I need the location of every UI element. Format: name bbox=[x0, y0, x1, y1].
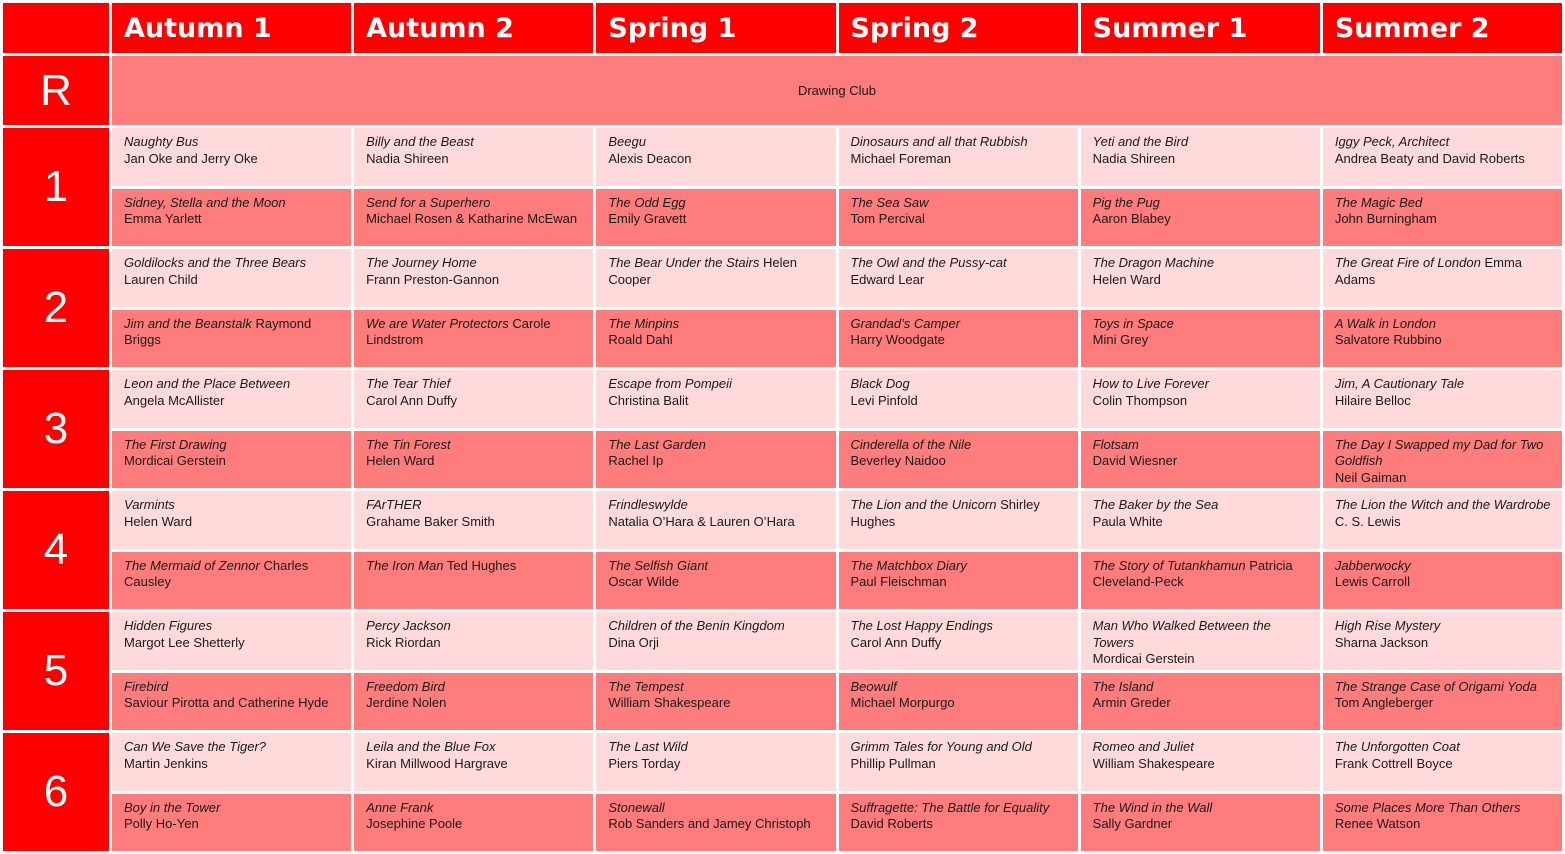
book-author: Lauren Child bbox=[124, 271, 198, 287]
book-title: Leon and the Place Between bbox=[124, 376, 291, 391]
book-cell bbox=[354, 431, 593, 489]
book-title: Hidden Figures bbox=[124, 618, 213, 633]
year-label-reception: R bbox=[3, 56, 109, 125]
book-cell bbox=[839, 794, 1078, 852]
book-author: Salvatore Rubbino bbox=[1334, 332, 1442, 347]
book-author: Phillip Pullman bbox=[850, 755, 936, 771]
book-cell bbox=[839, 310, 1078, 368]
book-author: Rachel Ip bbox=[608, 453, 664, 468]
book-cell bbox=[1081, 249, 1320, 307]
book-cell bbox=[354, 673, 593, 731]
book-title: The Last Garden bbox=[608, 436, 706, 452]
book-title: Anne Frank bbox=[366, 799, 434, 815]
book-author: Oscar Wilde bbox=[608, 574, 680, 589]
book-title: The Tear Thief bbox=[366, 376, 451, 391]
book-cell bbox=[112, 552, 351, 610]
book-title: The Odd Egg bbox=[608, 194, 686, 210]
book-title: The Tin Forest bbox=[366, 436, 451, 452]
book-author: Jerdine Nolen bbox=[366, 695, 447, 710]
book-author: Martin Jenkins bbox=[124, 755, 208, 771]
book-author: Sharna Jackson bbox=[1334, 634, 1429, 650]
year-label: 2 bbox=[3, 249, 109, 367]
book-cell bbox=[596, 673, 835, 731]
book-author: Emily Gravett bbox=[608, 211, 687, 226]
book-author: Frank Cottrell Boyce bbox=[1334, 755, 1453, 771]
book-cell bbox=[1323, 370, 1562, 428]
book-title: The Story of Tutankhamun bbox=[1092, 557, 1246, 573]
book-author: Armin Greder bbox=[1092, 695, 1171, 710]
book-title: The Sea Saw bbox=[850, 194, 929, 210]
book-title: FArTHER bbox=[366, 497, 422, 512]
book-cell bbox=[112, 370, 351, 428]
book-author: Emma Adams bbox=[1334, 255, 1522, 287]
book-cell bbox=[112, 794, 351, 852]
book-cell bbox=[596, 491, 835, 549]
book-title: Toys in Space bbox=[1092, 315, 1174, 331]
book-author: Tom Percival bbox=[850, 211, 925, 226]
book-cell bbox=[596, 733, 835, 791]
book-title: Flotsam bbox=[1092, 436, 1139, 452]
book-cell bbox=[839, 673, 1078, 731]
book-author: Sally Gardner bbox=[1092, 816, 1173, 831]
book-cell bbox=[1081, 431, 1320, 489]
book-title: The Lion and the Unicorn bbox=[850, 497, 997, 512]
header-corner bbox=[3, 3, 109, 53]
book-title: Billy and the Beast bbox=[366, 134, 474, 149]
book-author: C. S. Lewis bbox=[1334, 513, 1401, 529]
book-cell bbox=[1323, 673, 1562, 731]
book-author: Josephine Poole bbox=[366, 816, 463, 831]
book-title: Jabberwocky bbox=[1334, 557, 1411, 573]
book-title: Grandad’s Camper bbox=[850, 315, 961, 331]
book-author: David Wiesner bbox=[1092, 453, 1178, 468]
book-cell bbox=[1081, 612, 1320, 670]
book-cell bbox=[1323, 310, 1562, 368]
book-cell bbox=[112, 249, 351, 307]
book-author: Paul Fleischman bbox=[850, 574, 947, 589]
book-cell bbox=[354, 249, 593, 307]
book-cell bbox=[1081, 189, 1320, 247]
book-cell bbox=[839, 431, 1078, 489]
book-title: Percy Jackson bbox=[366, 618, 451, 633]
year-label: 5 bbox=[3, 612, 109, 730]
book-author: Nadia Shireen bbox=[1092, 150, 1176, 166]
book-title: The Lost Happy Endings bbox=[850, 618, 993, 633]
book-title: Send for a Superhero bbox=[366, 194, 491, 210]
term-header: Summer 1 bbox=[1081, 3, 1320, 53]
book-author: Helen Ward bbox=[1092, 271, 1161, 287]
book-title: A Walk in London bbox=[1334, 315, 1437, 331]
book-author: Mordicai Gerstein bbox=[124, 453, 226, 468]
book-title: Beegu bbox=[608, 134, 646, 149]
book-cell bbox=[839, 370, 1078, 428]
book-cell bbox=[1081, 370, 1320, 428]
book-cell bbox=[354, 189, 593, 247]
book-author: Hilaire Belloc bbox=[1334, 392, 1411, 408]
book-author: Mordicai Gerstein bbox=[1092, 651, 1195, 666]
book-author: Polly Ho-Yen bbox=[124, 816, 199, 831]
book-author: Mini Grey bbox=[1092, 332, 1149, 347]
book-author: Tom Angleberger bbox=[1334, 695, 1434, 710]
book-cell bbox=[112, 733, 351, 791]
book-cell bbox=[596, 189, 835, 247]
book-author: Angela McAllister bbox=[124, 392, 225, 408]
book-title: Freedom Bird bbox=[366, 678, 445, 694]
term-header: Spring 2 bbox=[839, 3, 1078, 53]
book-title: Children of the Benin Kingdom bbox=[608, 618, 785, 633]
book-cell bbox=[1081, 733, 1320, 791]
term-header: Spring 1 bbox=[596, 3, 835, 53]
book-author: Kiran Millwood Hargrave bbox=[366, 755, 508, 771]
book-cell bbox=[839, 249, 1078, 307]
book-title: Yeti and the Bird bbox=[1092, 134, 1189, 149]
book-title: The Owl and the Pussy-cat bbox=[850, 255, 1007, 270]
book-author: Patricia Cleveland-Peck bbox=[1092, 557, 1293, 589]
book-title: Can We Save the Tiger? bbox=[124, 739, 266, 754]
book-cell bbox=[596, 249, 835, 307]
book-title: Firebird bbox=[124, 678, 169, 694]
book-title: Jim, A Cautionary Tale bbox=[1334, 376, 1465, 391]
book-cell bbox=[112, 189, 351, 247]
book-author: Saviour Pirotta and Catherine Hyde bbox=[124, 695, 329, 710]
book-title: The Last Wild bbox=[608, 739, 688, 754]
book-cell bbox=[1323, 733, 1562, 791]
book-author: Charles Causley bbox=[124, 557, 309, 589]
book-author: John Burningham bbox=[1334, 211, 1437, 226]
book-author: Carol Ann Duffy bbox=[850, 634, 942, 650]
book-author: David Roberts bbox=[850, 816, 933, 831]
book-cell bbox=[1323, 794, 1562, 852]
book-title: Goldilocks and the Three Bears bbox=[124, 255, 307, 270]
book-title: Cinderella of the Nile bbox=[850, 436, 972, 452]
book-title: Leila and the Blue Fox bbox=[366, 739, 496, 754]
book-author: Nadia Shireen bbox=[366, 150, 449, 166]
book-author: Christina Balit bbox=[608, 392, 689, 408]
book-title: Iggy Peck, Architect bbox=[1334, 134, 1450, 149]
book-author: Andrea Beaty and David Roberts bbox=[1334, 150, 1525, 166]
book-author: Jan Oke and Jerry Oke bbox=[124, 150, 258, 166]
book-cell bbox=[839, 612, 1078, 670]
book-cell bbox=[354, 733, 593, 791]
book-cell bbox=[354, 612, 593, 670]
book-cell bbox=[1081, 310, 1320, 368]
book-cell bbox=[1081, 491, 1320, 549]
book-author: Beverley Naidoo bbox=[850, 453, 946, 468]
book-title: The Great Fire of London bbox=[1334, 255, 1481, 270]
year-label: 3 bbox=[3, 370, 109, 488]
book-title: The Strange Case of Origami Yoda bbox=[1334, 678, 1537, 694]
book-author: Michael Foreman bbox=[850, 150, 951, 166]
reception-cell: Drawing Club bbox=[112, 56, 1562, 125]
book-author: Natalia O’Hara & Lauren O’Hara bbox=[608, 513, 795, 529]
book-cell bbox=[112, 431, 351, 489]
book-cell bbox=[1323, 249, 1562, 307]
book-title: The Day I Swapped my Dad for Two Goldfish bbox=[1334, 436, 1544, 468]
book-title: Boy in the Tower bbox=[124, 799, 221, 815]
book-author: Margot Lee Shetterly bbox=[124, 634, 245, 650]
year-label: 6 bbox=[3, 733, 109, 851]
book-author: Carole Lindstrom bbox=[366, 315, 551, 347]
book-cell bbox=[839, 189, 1078, 247]
book-title: Romeo and Juliet bbox=[1092, 739, 1194, 754]
book-cell bbox=[1081, 128, 1320, 186]
book-cell bbox=[596, 794, 835, 852]
term-header: Summer 2 bbox=[1323, 3, 1562, 53]
book-author: Aaron Blabey bbox=[1092, 211, 1171, 226]
book-title: Pig the Pug bbox=[1092, 194, 1160, 210]
book-title: The Wind in the Wall bbox=[1092, 799, 1213, 815]
term-header: Autumn 2 bbox=[354, 3, 593, 53]
book-author: Harry Woodgate bbox=[850, 332, 945, 347]
book-author: William Shakespeare bbox=[608, 695, 731, 710]
book-title: Stonewall bbox=[608, 799, 665, 815]
book-title: The Journey Home bbox=[366, 255, 477, 270]
book-title: The Lion the Witch and the Wardrobe bbox=[1334, 497, 1551, 512]
book-cell bbox=[112, 128, 351, 186]
book-title: How to Live Forever bbox=[1092, 376, 1209, 391]
book-cell bbox=[112, 310, 351, 368]
book-title: Frindleswylde bbox=[608, 497, 688, 512]
book-title: The Dragon Machine bbox=[1092, 255, 1215, 270]
book-cell bbox=[354, 370, 593, 428]
book-title: We are Water Protectors bbox=[366, 315, 509, 331]
book-cell bbox=[354, 552, 593, 610]
book-cell bbox=[1323, 552, 1562, 610]
book-cell bbox=[596, 552, 835, 610]
book-author: Rob Sanders and Jamey Christoph bbox=[608, 816, 811, 831]
book-cell bbox=[596, 612, 835, 670]
book-author: Frann Preston-Gannon bbox=[366, 271, 500, 287]
book-title: Beowulf bbox=[850, 678, 897, 694]
book-author: Renee Watson bbox=[1334, 816, 1421, 831]
book-cell bbox=[1323, 128, 1562, 186]
book-cell bbox=[596, 310, 835, 368]
book-title: Black Dog bbox=[850, 376, 910, 391]
book-author: Piers Torday bbox=[608, 755, 681, 771]
book-author: Lewis Carroll bbox=[1334, 574, 1410, 589]
book-title: The Mermaid of Zennor bbox=[124, 557, 260, 573]
book-title: The Tempest bbox=[608, 678, 684, 694]
book-author: Neil Gaiman bbox=[1334, 469, 1407, 485]
year-label: 1 bbox=[3, 128, 109, 246]
book-cell bbox=[1081, 673, 1320, 731]
book-author: Helen Ward bbox=[124, 513, 193, 529]
book-title: Suffragette: The Battle for Equality bbox=[850, 799, 1050, 815]
book-author: Helen Ward bbox=[366, 453, 435, 468]
book-cell bbox=[839, 733, 1078, 791]
book-cell bbox=[839, 128, 1078, 186]
book-author: Colin Thompson bbox=[1092, 392, 1188, 408]
book-author: Dina Orji bbox=[608, 634, 659, 650]
book-cell bbox=[1323, 612, 1562, 670]
book-author: Raymond Briggs bbox=[124, 315, 312, 347]
book-author: Rick Riordan bbox=[366, 634, 441, 650]
book-title: The Selfish Giant bbox=[608, 557, 709, 573]
book-title: Naughty Bus bbox=[124, 134, 199, 149]
book-cell bbox=[1081, 794, 1320, 852]
book-title: The Bear Under the Stairs bbox=[608, 255, 760, 270]
book-title: The Minpins bbox=[608, 315, 680, 331]
book-cell bbox=[354, 491, 593, 549]
book-author: Emma Yarlett bbox=[124, 211, 202, 226]
book-title: The Matchbox Diary bbox=[850, 557, 967, 573]
book-cell bbox=[1323, 431, 1562, 489]
book-author: Levi Pinfold bbox=[850, 392, 918, 408]
book-title: Escape from Pompeii bbox=[608, 376, 732, 391]
book-title: Dinosaurs and all that Rubbish bbox=[850, 134, 1028, 149]
book-author: Michael Rosen & Katharine McEwan bbox=[366, 211, 578, 226]
year-label: 4 bbox=[3, 491, 109, 609]
book-title: Jim and the Beanstalk bbox=[124, 315, 252, 331]
book-title: The Magic Bed bbox=[1334, 194, 1423, 210]
book-author: Carol Ann Duffy bbox=[366, 392, 457, 408]
book-cell bbox=[354, 310, 593, 368]
book-title: Varmints bbox=[124, 497, 175, 512]
book-author: Grahame Baker Smith bbox=[366, 513, 495, 529]
book-title: The Baker by the Sea bbox=[1092, 497, 1219, 512]
book-title: Grimm Tales for Young and Old bbox=[850, 739, 1032, 754]
book-title: The Island bbox=[1092, 678, 1154, 694]
book-author: William Shakespeare bbox=[1092, 755, 1215, 771]
book-title: The Unforgotten Coat bbox=[1334, 739, 1460, 754]
book-cell bbox=[112, 673, 351, 731]
book-title: Sidney, Stella and the Moon bbox=[124, 194, 286, 210]
book-cell bbox=[1081, 552, 1320, 610]
book-cell bbox=[112, 612, 351, 670]
book-title: High Rise Mystery bbox=[1334, 618, 1441, 633]
book-cell bbox=[839, 491, 1078, 549]
book-author: Helen Cooper bbox=[608, 255, 797, 287]
book-cell bbox=[596, 370, 835, 428]
book-cell bbox=[1323, 189, 1562, 247]
book-title: Some Places More Than Others bbox=[1334, 799, 1521, 815]
book-title: Man Who Walked Between the Towers bbox=[1092, 618, 1271, 650]
book-author: Paula White bbox=[1092, 513, 1163, 529]
book-cell bbox=[596, 431, 835, 489]
book-cell bbox=[596, 128, 835, 186]
book-cell bbox=[839, 552, 1078, 610]
book-author: Shirley Hughes bbox=[850, 497, 1040, 529]
term-header: Autumn 1 bbox=[112, 3, 351, 53]
book-author: Michael Morpurgo bbox=[850, 695, 955, 710]
book-author: Roald Dahl bbox=[608, 332, 673, 347]
book-cell bbox=[1323, 491, 1562, 549]
book-author: Edward Lear bbox=[850, 271, 925, 287]
book-cell bbox=[354, 794, 593, 852]
book-author: Ted Hughes bbox=[446, 557, 517, 573]
book-title: The First Drawing bbox=[124, 436, 227, 452]
book-author: Alexis Deacon bbox=[608, 150, 692, 166]
book-title: The Iron Man bbox=[366, 557, 444, 573]
book-cell bbox=[112, 491, 351, 549]
book-cell bbox=[354, 128, 593, 186]
